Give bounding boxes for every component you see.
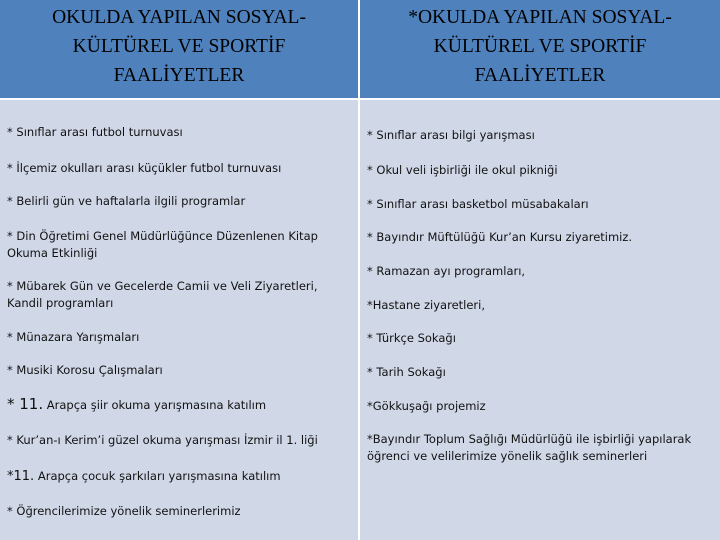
right-item-4: * Bayındır Müftülüğü Kur’an Kursu ziyaretimiz. xyxy=(367,230,633,244)
right-item-8: * Tarih Sokağı xyxy=(367,365,446,379)
left-header-cell xyxy=(0,0,358,100)
left-item-1: * Sınıflar arası futbol turnuvası xyxy=(7,125,183,139)
left-item-10-text: Arapça çocuk şarkıları yarışmasına katılım xyxy=(37,469,281,483)
left-item-8 xyxy=(7,396,266,414)
left-item-10 xyxy=(7,468,281,485)
right-item-10: *Bayındır Toplum Sağlığı Müdürlüğü ile işbirliği yapılarak öğrenci ve velilerimize yönelik sağlık seminerleri xyxy=(367,432,692,463)
right-item-7: * Türkçe Sokağı xyxy=(367,331,456,345)
left-item-7: * Musiki Korosu Çalışmaları xyxy=(7,363,163,377)
right-item-3: * Sınıflar arası basketbol müsabakaları xyxy=(367,197,589,211)
right-item-5: * Ramazan ayı programları, xyxy=(367,264,526,278)
column-separator xyxy=(358,0,360,540)
left-item-4: * Din Öğretimi Genel Müdürlüğünce Düzenlenen Kitap Okuma Etkinliği xyxy=(7,229,318,260)
left-item-8-text: Arapça şiir okuma yarışmasına katılım xyxy=(46,398,267,412)
left-item-5: * Mübarek Gün ve Gecelerde Camii ve Veli Ziyaretleri, Kandil programları xyxy=(7,279,318,310)
right-item-6: *Hastane ziyaretleri, xyxy=(367,298,486,312)
left-item-9: * Kur’an-ı Kerim’i güzel okuma yarışması İzmir il 1. liği xyxy=(7,433,318,447)
left-item-6: * Münazara Yarışmaları xyxy=(7,330,140,344)
left-header-title: OKULDA YAPILAN SOSYAL- KÜLTÜREL VE SPORTİF FAALİYETLER xyxy=(52,7,306,86)
right-item-9: *Gökkuşağı projemiz xyxy=(367,399,486,413)
right-header-title: *OKULDA YAPILAN SOSYAL- KÜLTÜREL VE SPORTİF FAALİYETLER xyxy=(408,7,672,86)
left-item-10-prefix: *11. xyxy=(7,469,35,484)
right-header-cell xyxy=(360,0,720,100)
right-item-1: * Sınıflar arası bilgi yarışması xyxy=(367,128,535,142)
left-item-11: * Öğrencilerimize yönelik seminerlerimiz xyxy=(7,504,241,518)
left-item-3: * Belirli gün ve haftalarla ilgili programlar xyxy=(7,194,246,208)
right-item-2: * Okul veli işbirliği ile okul pikniği xyxy=(367,163,558,177)
left-item-8-prefix: * 11. xyxy=(7,395,44,413)
left-item-2: * İlçemiz okulları arası küçükler futbol turnuvası xyxy=(7,161,282,175)
